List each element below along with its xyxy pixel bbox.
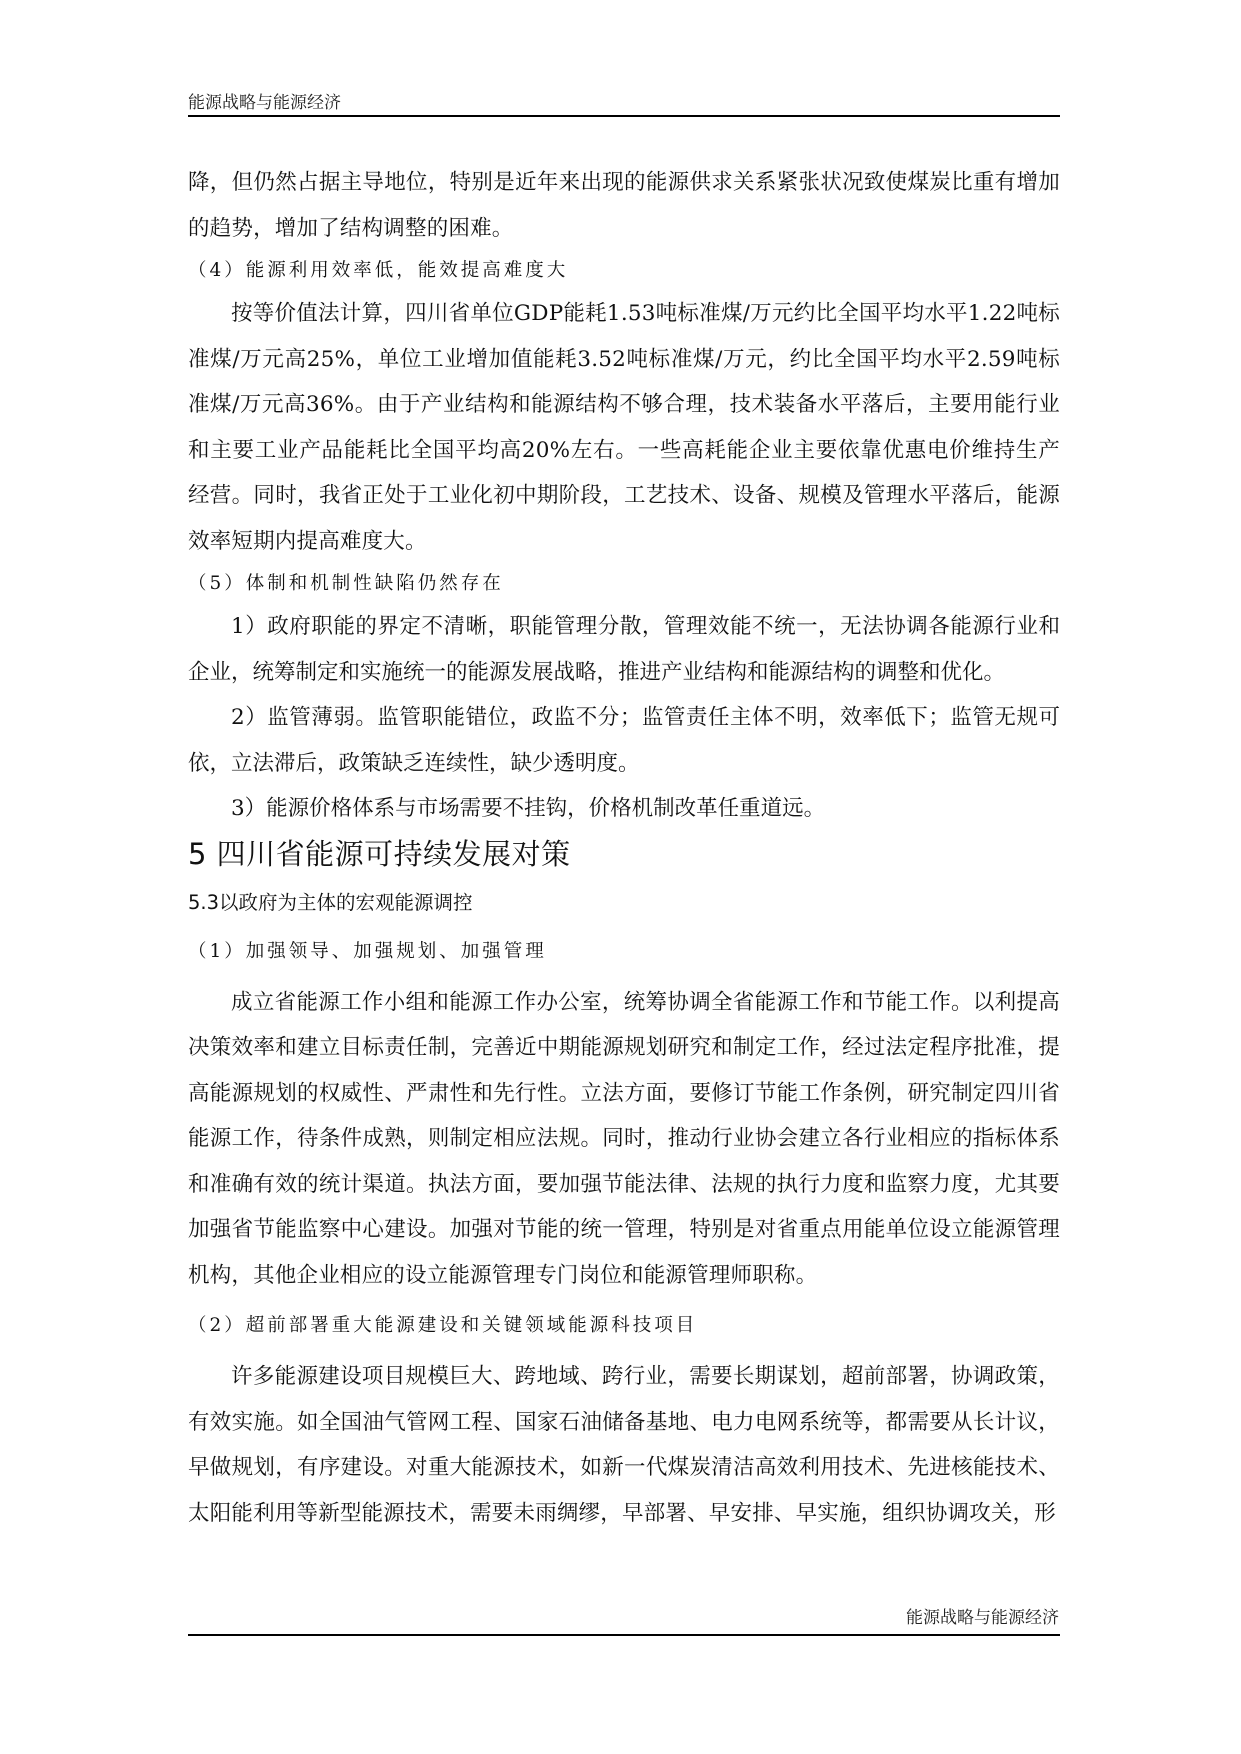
running-footer: 能源战略与能源经济 bbox=[906, 1608, 1059, 1628]
list-item-2: 2）监管薄弱。监管职能错位，政监不分；监管责任主体不明，效率低下；监管无规可依，立法滞后，政策缺乏连续性，缺少透明度。 bbox=[188, 705, 1060, 776]
footer-rule bbox=[188, 1634, 1060, 1636]
paragraph-leadership: 成立省能源工作小组和能源工作办公室，统筹协调全省能源工作和节能工作。以利提高决策效率和建立目标责任制，完善近中期能源规划研究和制定工作，经过法定程序批准，提高能源规划的权威性、严肃性和先行性。立法方面，要修订节能工作条例，研究制定四川省能源工作，待条件成熟，则制定相应法规。同时，推动行业协会建立各行业相应的指标体系和准确有效的统计渠道。执法方面，要加强节能法律、法规的执行力度和监察力度，尤其要加强省节能监察中心建设。加强对节能的统一管理，特别是对省重点用能单位设立能源管理机构，其他企业相应的设立能源管理专门岗位和能源管理师职称。 bbox=[188, 989, 1060, 1288]
subheading-5: （5）体制和机制性缺陷仍然存在 bbox=[188, 573, 504, 594]
paragraph-energy-efficiency: 按等价值法计算，四川省单位GDP能耗1.53吨标准煤/万元约比全国平均水平1.22吨标准煤/万元高25%，单位工业增加值能耗3.52吨标准煤/万元，约比全国平均水平2.59吨标准煤/万元高36%。由于产业结构和能源结构不够合理，技术装备水平落后，主要用能行业和主要工业产品能耗比全国平均高20%左右。一些高耗能企业主要依靠优惠电价维持生产经营。同时，我省正处于工业化初中期阶段，工艺技术、设备、规模及管理水平落后，能源效率短期内提高难度大。 bbox=[188, 301, 1060, 554]
paragraph-continuation: 降，但仍然占据主导地位，特别是近年来出现的能源供求关系紧张状况致使煤炭比重有增加的趋势，增加了结构调整的困难。 bbox=[188, 170, 1060, 241]
list-item-3: 3）能源价格体系与市场需要不挂钩，价格机制改革任重道远。 bbox=[231, 796, 826, 821]
section-heading: 5 四川省能源可持续发展对策 bbox=[188, 836, 571, 871]
paragraph-energy-projects: 许多能源建设项目规模巨大、跨地域、跨行业，需要长期谋划，超前部署，协调政策，有效实施。如全国油气管网工程、国家石油储备基地、电力电网系统等，都需要从长计议，早做规划，有序建设。对重大能源技术，如新一代煤炭清洁高效利用技术、先进核能技术、太阳能利用等新型能源技术，需要未雨绸缪，早部署、早安排、早实施，组织协调攻关，形 bbox=[188, 1364, 1060, 1526]
running-header: 能源战略与能源经济 bbox=[188, 93, 341, 113]
subheading-1: （1）加强领导、加强规划、加强管理 bbox=[188, 940, 547, 962]
header-rule bbox=[188, 115, 1060, 117]
subsection-heading: 5.3以政府为主体的宏观能源调控 bbox=[188, 890, 473, 914]
subheading-2: （2）超前部署重大能源建设和关键领域能源科技项目 bbox=[188, 1315, 698, 1336]
subheading-4: （4）能源利用效率低，能效提高难度大 bbox=[188, 260, 569, 281]
list-item-1: 1）政府职能的界定不清晰，职能管理分散，管理效能不统一，无法协调各能源行业和企业，统筹制定和实施统一的能源发展战略，推进产业结构和能源结构的调整和优化。 bbox=[188, 614, 1060, 685]
document-body bbox=[188, 160, 1060, 1536]
